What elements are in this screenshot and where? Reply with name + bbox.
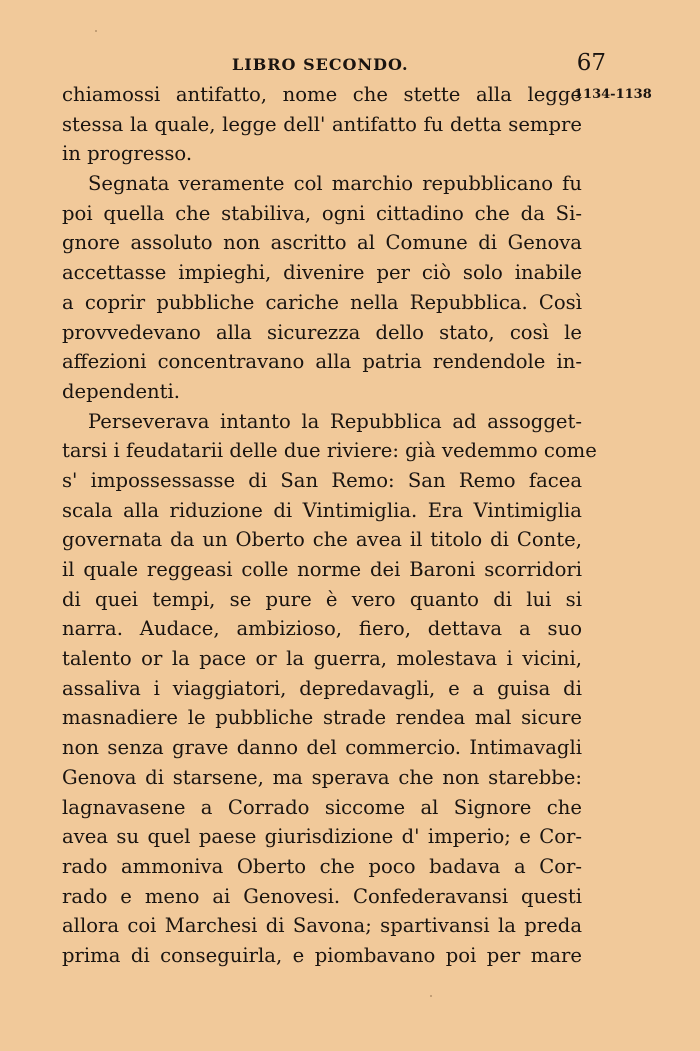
text-line: assaliva i viaggiatori, depredavagli, e a guisa di [62, 676, 582, 700]
page-header [62, 50, 606, 82]
text-line: in progresso. [62, 142, 193, 166]
text-line: rado ammoniva Oberto che poco badava a Cor- [62, 854, 582, 878]
text-line: allora coi Marchesi di Savona; spartivansi la preda [62, 914, 582, 938]
text-line: a coprir pubbliche cariche nella Repubblica. Così [62, 290, 582, 314]
text-line: accettasse impieghi, divenire per ciò solo inabile [62, 261, 582, 285]
text-line: scala alla riduzione di Vintimiglia. Era Vintimiglia [62, 498, 582, 522]
text-line: stessa la quale, legge dell' antifatto fu detta sempre [62, 112, 582, 136]
margin-date-note: 1134-1138 [574, 87, 652, 102]
text-line: chiamossi antifatto, nome che stette alla legge [62, 83, 582, 106]
text-line: non senza grave danno del commercio. Intimavagli [62, 736, 582, 760]
text-line: narra. Audace, ambizioso, fiero, dettava a suo [62, 617, 582, 641]
text-line: rado e meno ai Genovesi. Confederavansi questi [62, 884, 582, 908]
text-line: avea su quel paese giurisdizione d' imperio; e Cor- [62, 825, 582, 849]
text-line: s' impossessasse di San Remo: San Remo facea [62, 468, 582, 492]
text-line: governata da un Oberto che avea il titolo di Conte, [62, 528, 582, 552]
page-number: 67 [576, 50, 606, 76]
text-line: il quale reggeasi colle norme dei Baroni scorridori [62, 558, 582, 581]
text-line: dependenti. [62, 379, 181, 403]
text-line: Genova di starsene, ma sperava che non starebbe: [62, 765, 582, 789]
text-line: affezioni concentravano alla patria rendendole in- [62, 350, 582, 374]
text-line: Perseverava intanto la Repubblica ad assogget- [88, 409, 582, 433]
speck [95, 30, 97, 32]
text-line: Segnata veramente col marchio repubblicano fu [88, 172, 582, 196]
running-title: LIBRO SECONDO. [232, 55, 409, 74]
text-line: lagnavasene a Corrado siccome al Signore che [62, 795, 582, 819]
text-line: di quei tempi, se pure è vero quanto di lui si [62, 587, 582, 611]
speck [430, 995, 432, 997]
text-line: poi quella che stabiliva, ogni cittadino che da Si- [62, 201, 582, 225]
text-line: talento or la pace or la guerra, molestava i vicini, [62, 647, 582, 671]
text-line: gnore assoluto non ascritto al Comune di Genova [62, 231, 582, 255]
text-line: tarsi i feudatarii delle due riviere: già vedemmo come [62, 439, 597, 463]
text-line: provvedevano alla sicurezza dello stato, così le [62, 320, 582, 344]
text-line: prima di conseguirla, e piombavano poi per mare [62, 943, 582, 967]
body-text [62, 80, 597, 971]
text-line: masnadiere le pubbliche strade rendea mal sicure [62, 706, 582, 730]
